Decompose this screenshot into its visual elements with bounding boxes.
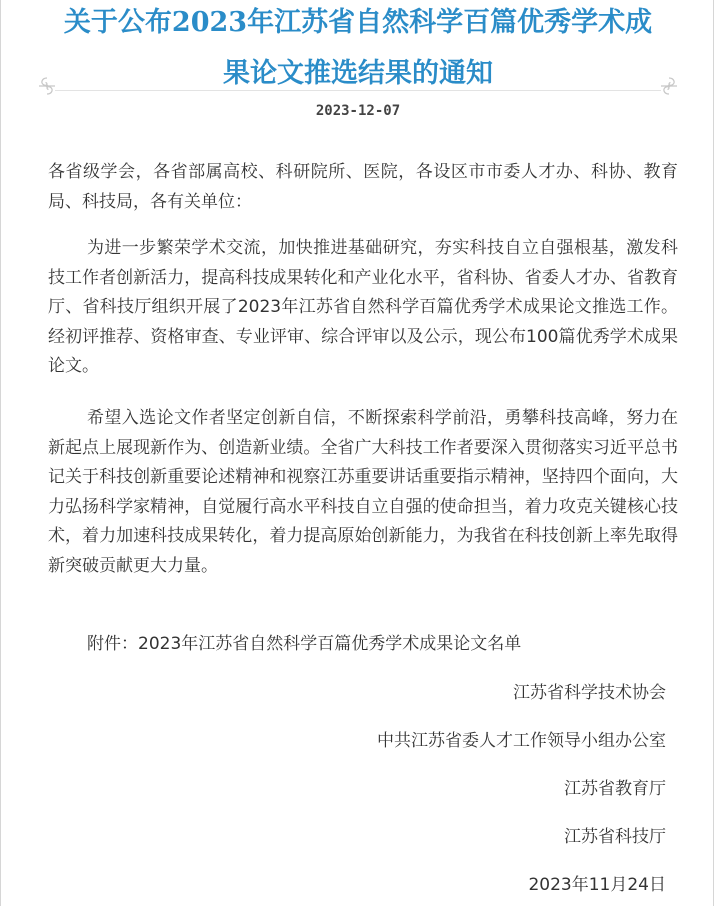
article-title-line-1: 关于公布2023年江苏省自然科学百篇优秀学术成	[63, 7, 653, 38]
signatory-1: 江苏省科学技术协会	[513, 683, 666, 703]
flourish-ornament-icon	[35, 74, 59, 98]
signatory-2: 中共江苏省委人才工作领导小组办公室	[377, 731, 666, 751]
publish-date: 2023-12-07	[315, 103, 401, 119]
greeting-text: 各省级学会，各省部属高校、科研院所、医院，各设区市市委人才办、科协、教育局、科技局，各有关单位：	[48, 162, 678, 212]
signature-date: 2023年11月24日	[528, 875, 666, 895]
title-divider	[55, 90, 661, 91]
body-paragraph-2: 希望入选论文作者坚定创新自信，不断探索科学前沿，勇攀科技高峰，努力在新起点上展现新作为、创造新业绩。全省广大科技工作者要深入贯彻落实习近平总书记关于科技创新重要论述精神和视察江苏重要讲话重要指示精神，坚持四个面向，大力弘扬科学家精神，自觉履行高水平科技自立自强的使命担当，着力攻克关键核心技术，着力加速科技成果转化，着力提高原始创新能力，为我省在科技创新上率先取得新突破贡献更大力量。	[48, 408, 678, 576]
flourish-ornament-icon	[657, 74, 681, 98]
article-title-line-2: 果论文推选结果的通知	[223, 58, 493, 89]
signatory-3: 江苏省教育厅	[564, 779, 666, 799]
body-paragraph-1: 为进一步繁荣学术交流，加快推进基础研究，夯实科技自立自强根基，激发科技工作者创新活力，提高科技成果转化和产业化水平，省科协、省委人才办、省教育厅、省科技厅组织开展了2023年江苏省自然科学百篇优秀学术成果论文推选工作。经初评推荐、资格审查、专业评审、综合评审以及公示，现公布100篇优秀学术成果论文。	[48, 238, 678, 377]
signatory-4: 江苏省科技厅	[564, 827, 666, 847]
attachment-link[interactable]: 附件：2023年江苏省自然科学百篇优秀学术成果论文名单	[87, 634, 522, 654]
